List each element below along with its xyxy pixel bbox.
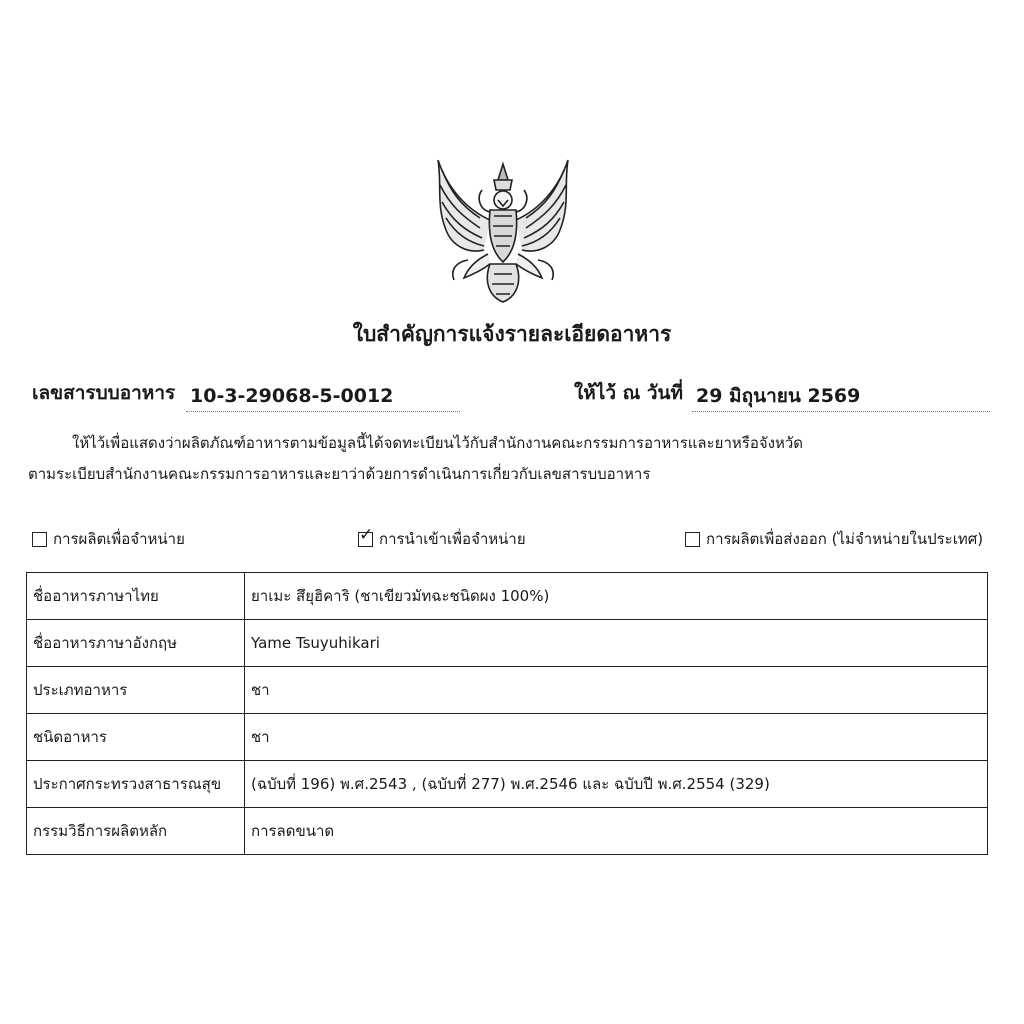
option-manufacture-for-export[interactable] (685, 527, 983, 551)
table-row (27, 714, 988, 761)
table-row (27, 573, 988, 620)
table-row (27, 808, 988, 855)
serial-number-label: เลขสารบบอาหาร (32, 382, 176, 404)
row-value: ชา (245, 667, 988, 714)
serial-number-line (32, 378, 462, 414)
issue-date-value: 29 มิถุนายน 2569 (692, 381, 990, 412)
option-label: การผลิตเพื่อส่งออก (ไม่จำหน่ายในประเทศ) (706, 530, 984, 548)
issue-date-label: ให้ไว้ ณ วันที่ (574, 382, 684, 404)
statement-line-1: ให้ไว้เพื่อแสดงว่าผลิตภัณฑ์อาหารตามข้อมูลนี้ได้จดทะเบียนไว้กับสำนักงานคณะกรรมการอาหารและยาหรือจังหวัด (72, 434, 803, 452)
garuda-emblem-icon (428, 150, 578, 310)
row-label: ประกาศกระทรวงสาธารณสุข (27, 761, 245, 808)
row-label: ประเภทอาหาร (27, 667, 245, 714)
row-value: Yame Tsuyuhikari (245, 620, 988, 667)
row-value: (ฉบับที่ 196) พ.ศ.2543 , (ฉบับที่ 277) พ.ศ.2546 และ ฉบับปี พ.ศ.2554 (329) (245, 761, 988, 808)
issue-date-line (574, 378, 994, 414)
statement-paragraph (28, 428, 998, 490)
row-label: ชื่ออาหารภาษาไทย (27, 573, 245, 620)
table-row (27, 761, 988, 808)
table-row (27, 667, 988, 714)
checkbox-import-for-sale[interactable] (358, 524, 374, 547)
serial-number-value: 10-3-29068-5-0012 (186, 381, 460, 412)
row-label: ชื่ออาหารภาษาอังกฤษ (27, 620, 245, 667)
table-row (27, 620, 988, 667)
row-value: ชา (245, 714, 988, 761)
row-value: การลดขนาด (245, 808, 988, 855)
checkbox-manufacture-for-export[interactable] (685, 532, 700, 547)
option-label: การนำเข้าเพื่อจำหน่าย (379, 530, 526, 548)
checkbox-manufacture-for-sale[interactable] (32, 532, 47, 547)
row-label: ชนิดอาหาร (27, 714, 245, 761)
option-manufacture-for-sale[interactable] (32, 527, 185, 551)
row-label: กรรมวิธีการผลิตหลัก (27, 808, 245, 855)
food-details-table (26, 572, 988, 855)
row-value: ยาเมะ สึยุฮิคาริ (ชาเขียวมัทฉะชนิดผง 100%) (245, 573, 988, 620)
option-label: การผลิตเพื่อจำหน่าย (53, 530, 185, 548)
statement-line-2: ตามระเบียบสำนักงานคณะกรรมการอาหารและยาว่าด้วยการดำเนินการเกี่ยวกับเลขสารบบอาหาร (28, 465, 651, 483)
checkmark-icon: ✓ (359, 524, 374, 545)
document-title: ใบสำคัญการแจ้งรายละเอียดอาหาร (352, 322, 672, 346)
option-import-for-sale[interactable] (358, 524, 526, 551)
